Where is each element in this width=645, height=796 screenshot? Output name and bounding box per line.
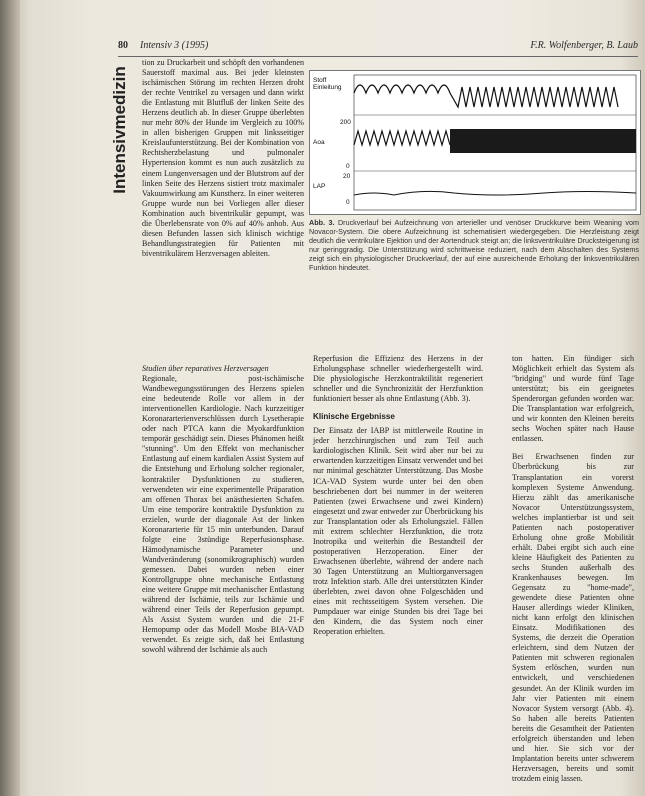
paragraph: ton hatten. Ein fündiger sich Möglichkeit erhielt das System als "bridging" und wurde fünf Tage unterstützt; bis ein geeignetes Spenderorgan gefunden worden war. Die Transplantation war erfolgreich, und wir konnten den Kleinen bereits sechs Wochen später nach Hause entlassen. <box>512 354 634 444</box>
figure-label: Aoa <box>313 139 325 146</box>
section-side-label: Intensivmedizin <box>110 66 129 194</box>
column-2 <box>313 354 483 637</box>
trace-bottom <box>354 191 636 195</box>
figure-caption <box>309 219 639 272</box>
running-header <box>118 40 638 54</box>
page-number: 80 <box>118 40 128 51</box>
running-authors: F.R. Wolfenberger, B. Laub <box>530 40 638 51</box>
column-1-bottom <box>142 354 304 655</box>
paragraph: Der Einsatz der IABP ist mittlerweile Routine in jeder herzchirurgischen und zum Teil auch kardiologischen Klinik. Seit wird aber nur bei zu erwartenden kurzzeitigen Einsatz verwendet und bei nur minimal geschätzter Unterstützung. Das Mosbe ICA-VAD System wurde unter bei den oben beschriebenen dort bei nummer in der weiteren Patienten (zwei Erwachsene und zwei Kindern) eingesetzt und zwar entweder zur Überbrückung bis zur Transplantation oder als Erholungsziel. Fällen mit extrem schlechter Herzfunktion, die trotz Inotropika und weiterhin die Bestandteil der postoperativen Herzoperation. Einer der Erwachsenen überlebte, während der andere nach 30 Tagen Unterstützung an Multiorganversagen trotz Infektion starb. Alle drei unterstützten Kinder überlebten, zwei davon ohne Folgeschäden und eines mit rechtsseitigem System versehen. Die Pumpdauer war einige Stunden bis drei Tage bei den Kindern, die das System noch einer Reoperation erhielten. <box>313 426 483 637</box>
axis-tick: 200 <box>340 119 351 126</box>
pressure-traces <box>310 71 640 214</box>
header-rule <box>118 56 638 57</box>
caption-text: Druckverlauf bei Aufzeichnung von arterieller und venöser Druckkurve beim Weaning vom Novacor-System. Die obere Aufzeichnung ist schematisiert wiedergegeben. Die Herzleistung zeigt deutlich die ventrikuläre Ejektion und der Aortendruck steigt an; die linksventrikuläre Drucksteigerung ist nur geringgradig. Die Unterstützung wird schrittweise reduziert, nach dem Abschalten des Systems zeigt sich ein physiologischer Druckverlauf, der auf eine ausreichende Erholung der linksventrikulären Funktion hindeutet. <box>309 218 639 272</box>
paragraph: Regionale, post-ischämische Wandbewegungsstörungen des Herzens spielen eine bedeutende Rolle vor allem in der interventionellen Kardiologie. Nach kurzzeitiger Koronararterienverschlüssen durch Lysetherapie oder nach PTCA kann die Myokardfunktion temporär geschädigt sein. Dieses Phänomen heißt "stunning". Um den Effekt von mechanischer Entlastung auf einem kardialen Assist System auf die Entstehung und Erholung solcher regionaler, kontraktiler Dysfunktionen zu studieren, verwendeten wir eine experimentelle Präparation am offenen Thorax bei anästhesierten Schafen. Um eine temporäre kontraktile Dysfunktion zu erzielen, wurde der diagonale Ast der linken Koronararterie für 15 min unterbunden. Darauf folgte eine 3stündige Reperfusionsphase. Hämodynamische Parameter und Wandveränderung (sonomikrographisch) wurden gemessen. Dabei wurden neben einer Kontrollgruppe ohne mechanische Entlastung eine weitere Gruppe mit mechanischer Entlastung während der Ischämie, teils zur Ischämie und während einer Teils der Reperfusion gepumpt. Als Assist System wurden und die 21-F Hemopump oder das Modell Mosbe BIA-VAD verwendet. Es zeigte sich, daß bei Entlastung sowohl während der Ischämie als auch <box>142 374 304 655</box>
paragraph: tion zu Druckarbeit und schöpft den vorhandenen Sauerstoff maximal aus. Bei jeder kleinsten ischämischen Störung im rechten Herzen droht der rechte Ventrikel zu versagen und dann wirkt die Entlastung mit Blutfluß der linken Seite des Herzens deutlich ab. In dieser Gruppe überlebten nur mehr 80% der Hunde im Vergleich zu 100% in allen bisherigen Gruppen mit linksseitiger Kreislaufunterstützung. Bei der Kombination von Rechtsherzbelastung und pulmonaler Hypertension kommt es nun auch zusätzlich zu einem Lungenversagen und der Blutstrom auf der linken Seite des Herzens sistiert trotz maximaler Vakuumwirkung am Kunstherz. In einer weiteren Gruppe wurde nun bei Vorliegen aller dieser Kombination auch biventrikulär gepumpt, was die Überlebensrate von 0% auf 40% anhob. Aus diesen Befunden lassen sich klinisch wichtige Behandlungsstrategien für Patienten mit biventrikulärem Herzversagen ableiten. <box>142 58 304 258</box>
trace-middle <box>354 131 450 145</box>
subheading: Studien über reparatives Herzversagen <box>142 364 269 373</box>
paragraph: Reperfusion die Effizienz des Herzens in der Erholungsphase schneller wiederhergestellt wird. Die physiologische Herzkontraktilität regeneriert schneller und die Synchronizität der Herzfunktion funktioniert besser als ohne Entlastung (Abb. 3). <box>313 354 483 404</box>
figure-label: LAP <box>313 183 326 190</box>
figure-3 <box>309 70 641 215</box>
figure-label: Stoff Einleitung <box>313 77 342 91</box>
column-1-top <box>142 58 304 259</box>
axis-tick: 20 <box>343 173 351 180</box>
caption-label: Abb. 3. <box>309 218 335 227</box>
subheading: Klinische Ergebnisse <box>313 412 395 422</box>
axis-tick: 0 <box>346 163 350 170</box>
paragraph: Bei Erwachsenen finden zur Überbrückung bis zur Transplantation ein vorerst komplexen Systeme Anwendung. Hierzu zählt das amerikanische Novacor Unterstützungssystem, welches implantierbar ist und seit Patienten nach postoperativer Erholung ohne große Mobilität erhält. Dabei ergibt sich auch eine kleine Häufigkeit des Patienten zu sechs Stunden außerhalb des Krankenhauses bewegen. Im Gegensatz zu "home-made", gewendete diese Patienten ohne Hauser allerdings wieder Kliniken, nicht kann erfolgt den klinischen Einsatz. Modifikationen des Systems, die derzeit die Operation erleichtern, sind dem Nutzen der Patienten mit schweren regionalen System erlöschen, wurden nun entwickelt, und verschiedenen gesundet. An der Klinik wurden im Jahr vier Patienten mit einem Novacor System versorgt (Abb. 4). So haben alle bereits Patienten bereits die Gesamtheit der Patienten erfolgreich überstanden und leben und hier. Sie sich vor der Implantation bereits unter schwerem Herzversagen, bereits und somit trotzdem einig lassen. <box>512 452 634 783</box>
axis-tick: 0 <box>346 199 350 206</box>
journal-citation: Intensiv 3 (1995) <box>140 40 209 51</box>
trace-top <box>354 85 618 107</box>
column-3 <box>512 354 634 784</box>
binding-shadow <box>0 0 20 796</box>
